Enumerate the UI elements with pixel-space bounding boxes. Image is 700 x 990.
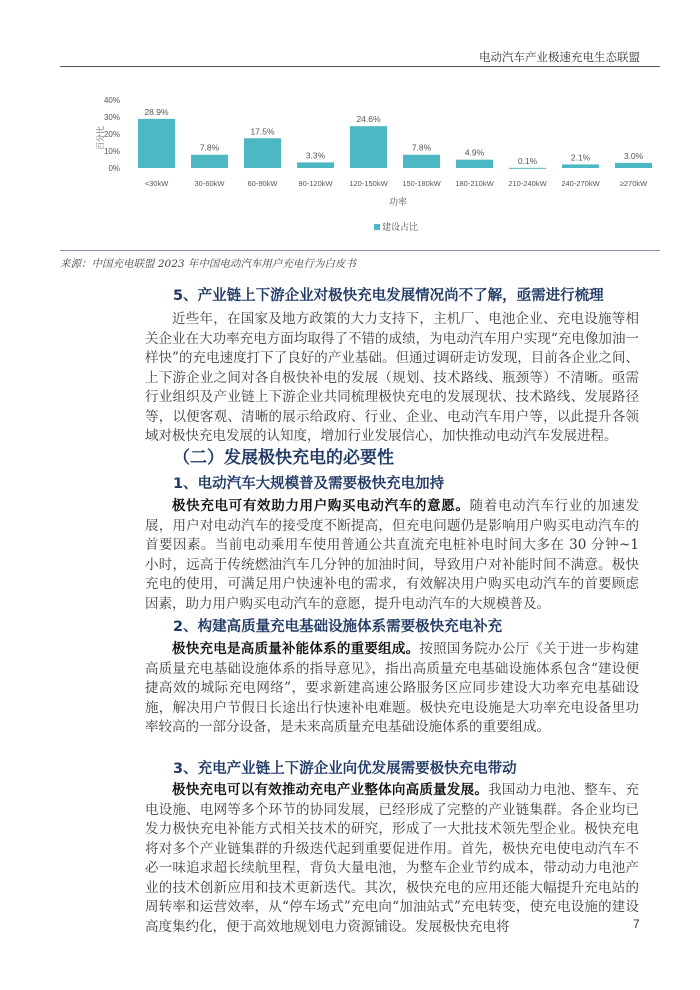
y-tick-label: 20% bbox=[103, 130, 120, 139]
y-axis-label: 百分比 bbox=[96, 126, 105, 150]
x-tick-label: ≥270kW bbox=[619, 179, 648, 188]
bar bbox=[562, 164, 599, 168]
legend-swatch bbox=[374, 224, 380, 230]
y-tick-label: 0% bbox=[108, 164, 120, 173]
bar-value-label: 3.3% bbox=[305, 150, 326, 161]
bar-value-label: 0.1% bbox=[517, 155, 538, 166]
x-tick-label: 240-270kW bbox=[561, 179, 600, 188]
bar bbox=[615, 163, 652, 168]
x-axis-label: 功率 bbox=[388, 197, 408, 207]
x-tick-label: <30kW bbox=[144, 179, 169, 188]
bar bbox=[297, 162, 334, 168]
header-divider bbox=[60, 66, 660, 67]
running-header: 电动汽车产业极速充电生态联盟 bbox=[479, 50, 640, 64]
figure-source: 来源：中国充电联盟 2023 年中国电动汽车用户充电行为白皮书 bbox=[60, 258, 356, 270]
paragraph-2-body: 按照国务院办公厅《关于进一步构建高质量充电基础设施体系的指导意见》，指出高质量充电基础设施体系包含“建设便捷高效的城际充电网络”，要求新建高速公路服务区应同步建设大功率充电基础设施，解决用户节假日长途出行快速补电难题。极快充电设施是大功率充电设备里功率较高的一部分设备，是未来高质量充电基础设施体系的重要组成。 bbox=[145, 641, 640, 735]
heading-1: 1、电动汽车大规模普及需要极快充电加持 bbox=[173, 476, 445, 492]
x-tick-label: 150-180kW bbox=[402, 179, 441, 188]
power-distribution-bar-chart bbox=[0, 85, 700, 245]
bar bbox=[138, 119, 175, 168]
x-tick-label: 210-240kW bbox=[508, 179, 547, 188]
x-tick-label: 120-150kW bbox=[349, 179, 388, 188]
bar bbox=[403, 155, 440, 168]
bar-value-label: 7.8% bbox=[411, 142, 432, 153]
y-tick-label: 40% bbox=[103, 96, 120, 105]
page-number: 7 bbox=[633, 917, 640, 931]
bar-value-label: 24.6% bbox=[356, 114, 381, 125]
section-heading-2: （二）发展极快充电的必要性 bbox=[173, 448, 394, 468]
bar-value-label: 28.9% bbox=[144, 106, 169, 117]
bar-value-label: 7.8% bbox=[199, 142, 220, 153]
bar-value-label: 2.1% bbox=[570, 152, 591, 163]
heading-2: 2、构建高质量充电基础设施体系需要极快充电补充 bbox=[173, 619, 503, 635]
bar bbox=[191, 155, 228, 168]
heading-5: 5、产业链上下游企业对极快充电发展情况尚不了解，亟需进行梳理 bbox=[173, 288, 604, 304]
paragraph-2-lead: 极快充电是高质量补能体系的重要组成。 bbox=[172, 641, 420, 657]
paragraph-1-lead: 极快充电可有效助力用户购买电动汽车的意愿。 bbox=[172, 498, 470, 514]
y-tick-label: 10% bbox=[103, 147, 120, 156]
paragraph-1 bbox=[145, 497, 639, 614]
bar bbox=[244, 138, 281, 168]
x-tick-label: 60-90kW bbox=[247, 179, 278, 188]
paragraph-3-body: 我国动力电池、整车、充电设施、电网等多个环节的协同发展，已经形成了完整的产业链集群。各企业均已发力极快充电补能方式相关技术的研究，形成了一大批技术领先型企业。极快充电将对多个产业链集群的升级迭代起到重要促进作用。首先，极快充电使电动汽车不必一味追求超长续航里程，背负大量电池，为整车企业节约成本，带动动力电池产业的技术创新应用和技术更新迭代。其次，极快充电的应用还能大幅提升充电站的周转率和运营效率，从“停车场式”充电向“加油站式”充电转变，使充电设施的建设高度集约化，便于高效地规划电力资源铺设。发展极快充电将 bbox=[145, 782, 640, 935]
x-tick-label: 30-60kW bbox=[194, 179, 225, 188]
paragraph-2 bbox=[145, 640, 639, 738]
bar-value-label: 3.0% bbox=[623, 150, 644, 161]
y-tick-label: 30% bbox=[103, 113, 120, 122]
heading-3: 3、充电产业链上下游企业向优发展需要极快充电带动 bbox=[173, 761, 517, 777]
paragraph-1-body: 随着电动汽车行业的加速发展，用户对电动汽车的接受度不断提高，但充电问题仍是影响用户购买电动汽车的首要因素。当前电动乘用车使用普通公共直流充电桩补电时间大多在 30 分钟~1 小时，远高于传统燃油汽车几分钟的加油时间，导致用户对补能时间不满意。极快充电的使用，可满足用户快速补电的需求，有效解决用户购买电动汽车的首要顾虑因素，助力用户购买电动汽车的意愿，提升电动汽车的大规模普及。 bbox=[145, 498, 639, 612]
paragraph-5: 近些年，在国家及地方政策的大力支持下，主机厂、电池企业、充电设施等相关企业在大功率充电方面均取得了不错的成绩，为电动汽车用户实现“充电像加油一样快”的充电速度打下了良好的产业基础。但通过调研走访发现，目前各企业之间、上下游企业之间对各自极快补电的发展（规划、技术路线、瓶颈等）不清晰。亟需行业组织及产业链上下游企业共同梳理极快充电的发展现状、技术路线、发展路径等，以便客观、清晰的展示给政府、行业、企业、电动汽车用户等，以此提升各领域对极快充电发展的认知度，增加行业发展信心，加快推动电动汽车发展进程。 bbox=[145, 311, 639, 444]
source-divider bbox=[60, 250, 660, 251]
bar bbox=[509, 168, 546, 169]
bar-value-label: 4.9% bbox=[464, 147, 485, 158]
x-tick-label: 180-210kW bbox=[455, 179, 494, 188]
bar-value-label: 17.5% bbox=[250, 126, 275, 137]
legend-label: 建设占比 bbox=[382, 222, 419, 232]
paragraph-3 bbox=[145, 781, 639, 937]
bar bbox=[456, 160, 493, 168]
paragraph-3-lead: 极快充电可以有效推动充电产业整体向高质量发展。 bbox=[172, 782, 489, 798]
bar bbox=[350, 126, 387, 168]
x-tick-label: 90-120kW bbox=[298, 179, 333, 188]
